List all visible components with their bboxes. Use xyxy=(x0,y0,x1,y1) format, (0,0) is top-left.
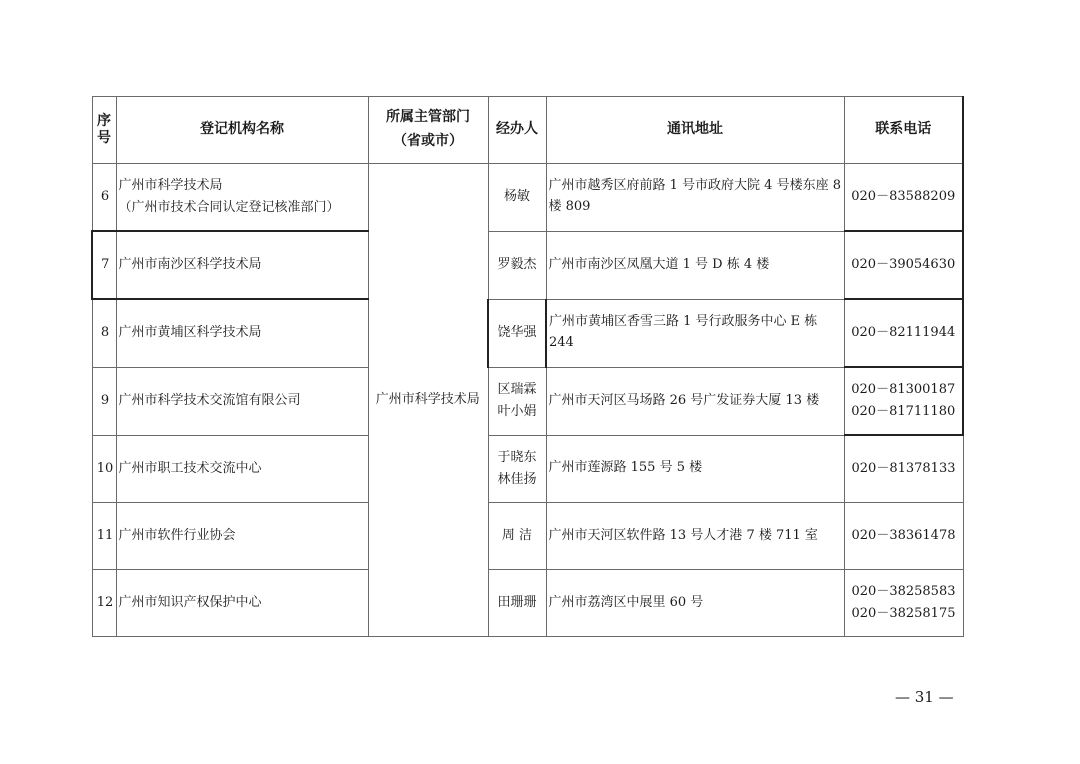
header-addr: 通讯地址 xyxy=(546,97,844,164)
row-address: 广州市莲源路 155 号 5 楼 xyxy=(546,435,844,503)
row-person: 饶华强 xyxy=(488,299,546,367)
table-row xyxy=(92,570,963,637)
row-person: 杨敏 xyxy=(488,164,546,232)
row-phone: 020－82111944 xyxy=(844,299,963,367)
row-person-line2: 林佳扬 xyxy=(497,471,537,487)
row-seq: 8 xyxy=(92,299,116,367)
row-person: 罗毅杰 xyxy=(488,231,546,299)
row-person-line1: 于晓东 xyxy=(497,449,537,465)
table-row xyxy=(92,435,963,503)
row-seq: 11 xyxy=(92,503,116,570)
row-phone: 020－39054630 xyxy=(844,231,963,299)
table-row xyxy=(92,367,963,435)
table-row xyxy=(92,299,963,367)
row-phone-line2: 020－81711180 xyxy=(851,404,956,419)
header-dept-line2: （省或市） xyxy=(393,133,463,149)
row-phone-line2: 020－38258175 xyxy=(851,606,956,621)
row-person: 田珊珊 xyxy=(488,570,546,637)
row-address: 广州市天河区软件路 13 号人才港 7 楼 711 室 xyxy=(546,503,844,570)
row-phone: 020－38361478 xyxy=(844,503,963,570)
header-org: 登记机构名称 xyxy=(116,97,368,164)
row-address: 广州市天河区马场路 26 号广发证券大厦 13 楼 xyxy=(546,367,844,435)
table-row xyxy=(92,164,963,232)
row-seq: 6 xyxy=(92,164,116,232)
row-address: 广州市南沙区凤凰大道 1 号 D 栋 4 楼 xyxy=(546,231,844,299)
header-person: 经办人 xyxy=(488,97,546,164)
row-seq: 12 xyxy=(92,570,116,637)
row-org: 广州市知识产权保护中心 xyxy=(116,570,368,637)
row-phone xyxy=(844,570,963,637)
row-phone: 020－81378133 xyxy=(844,435,963,503)
row-department: 广州市科学技术局 xyxy=(368,164,488,637)
row-person-line2: 叶小娟 xyxy=(497,404,537,419)
row-seq: 7 xyxy=(92,231,116,299)
table-row xyxy=(92,231,963,299)
header-dept xyxy=(368,97,488,164)
row-seq: 10 xyxy=(92,435,116,503)
row-org-line1: 广州市科学技术局 xyxy=(118,177,223,193)
row-person xyxy=(488,367,546,435)
row-phone-line1: 020－81300187 xyxy=(851,381,956,397)
header-phone: 联系电话 xyxy=(844,97,963,164)
row-org xyxy=(116,164,368,232)
header-dept-line1: 所属主管部门 xyxy=(386,109,470,126)
row-org: 广州市职工技术交流中心 xyxy=(116,435,368,503)
registration-table xyxy=(91,96,964,637)
row-org: 广州市科学技术交流馆有限公司 xyxy=(116,367,368,435)
row-org: 广州市黄埔区科学技术局 xyxy=(116,299,368,367)
row-org: 广州市南沙区科学技术局 xyxy=(116,231,368,299)
header-seq: 序号 xyxy=(92,97,116,164)
row-person-line1: 区瑞霖 xyxy=(497,381,537,397)
row-person xyxy=(488,435,546,503)
row-person: 周 洁 xyxy=(488,503,546,570)
row-phone: 020－83588209 xyxy=(844,164,963,232)
row-address: 广州市黄埔区香雪三路 1 号行政服务中心 E 栋 244 xyxy=(546,299,844,367)
page-number: — 31 — xyxy=(895,688,954,706)
row-seq: 9 xyxy=(92,367,116,435)
row-address: 广州市越秀区府前路 1 号市政府大院 4 号楼东座 8 楼 809 xyxy=(546,164,844,232)
header-row xyxy=(92,97,963,164)
row-org: 广州市软件行业协会 xyxy=(116,503,368,570)
row-phone-line1: 020－38258583 xyxy=(851,583,956,599)
row-org-line2: （广州市技术合同认定登记核准部门） xyxy=(118,200,340,215)
row-address: 广州市荔湾区中展里 60 号 xyxy=(546,570,844,637)
table-row xyxy=(92,503,963,570)
row-phone xyxy=(844,367,963,435)
